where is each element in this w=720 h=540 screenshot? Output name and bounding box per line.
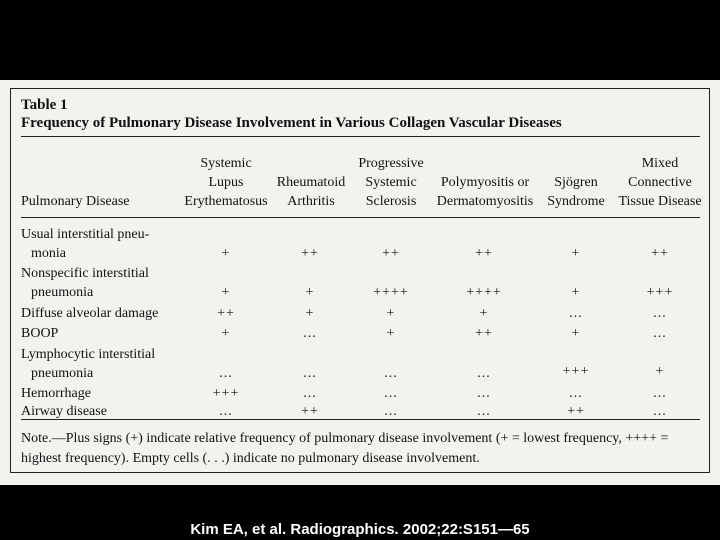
row-label-nsip bbox=[21, 264, 149, 302]
header-pss-line1: Progressive bbox=[358, 156, 424, 171]
top-rule bbox=[21, 136, 700, 137]
header-ss-line2: Syndrome bbox=[547, 194, 605, 209]
header-mctd-line3: Tissue Disease bbox=[618, 194, 702, 209]
table-cell: + bbox=[386, 306, 396, 321]
table-cell: + bbox=[571, 246, 581, 261]
table-cell: + bbox=[655, 364, 665, 379]
table-note: Note.—Plus signs (+) indicate relative frequency of pulmonary disease involvement (+ = lowest frequency, ++++ = highest frequency). Empty cells (. . .) indicate no pulmonary disease involvement. bbox=[21, 431, 669, 466]
table-title: Frequency of Pulmonary Disease Involvement in Various Collagen Vascular Diseases bbox=[21, 115, 562, 131]
table-cell: ... bbox=[219, 366, 233, 381]
table-cell: ++ bbox=[475, 246, 493, 261]
citation: Kim EA, et al. Radiographics. 2002;22:S151—65 bbox=[190, 521, 530, 538]
table-cell: +++ bbox=[562, 364, 590, 379]
header-pulmonary-disease: Pulmonary Disease bbox=[21, 194, 130, 209]
header-sle bbox=[171, 154, 281, 211]
table-cell: ... bbox=[653, 386, 667, 401]
table-cell: +++ bbox=[212, 386, 240, 401]
header-ss-line1: Sjögren bbox=[554, 175, 598, 190]
table-cell: ... bbox=[303, 386, 317, 401]
table-frame bbox=[10, 88, 710, 473]
header-pss-line3: Sclerosis bbox=[365, 194, 417, 209]
table-cell: ++ bbox=[475, 326, 493, 341]
row-label-line: Hemorrhage bbox=[21, 386, 91, 401]
table-cell: ++ bbox=[301, 246, 319, 261]
header-mctd bbox=[611, 154, 709, 211]
row-label-hemorrhage bbox=[21, 384, 91, 403]
table-cell: ... bbox=[653, 306, 667, 321]
table-cell: ... bbox=[384, 386, 398, 401]
header-sle-line1: Systemic bbox=[200, 156, 252, 171]
header-pm-line1: Polymyositis or bbox=[440, 175, 530, 190]
header-mctd-line1: Mixed bbox=[641, 156, 679, 171]
table-cell: ... bbox=[384, 366, 398, 381]
table-cell: + bbox=[305, 306, 315, 321]
header-sle-line3: Erythematosus bbox=[184, 194, 268, 209]
table-cell: +++ bbox=[646, 285, 674, 300]
table-cell: ++ bbox=[382, 246, 400, 261]
header-pm bbox=[429, 173, 541, 211]
row-label-line: pneumonia bbox=[31, 285, 94, 300]
table-cell: + bbox=[479, 306, 489, 321]
row-label-line: Diffuse alveolar damage bbox=[21, 306, 159, 321]
table-cell: ++++ bbox=[373, 285, 409, 300]
table-cell: ... bbox=[303, 366, 317, 381]
row-label-boop bbox=[21, 324, 58, 343]
row-label-lip bbox=[21, 345, 155, 383]
table-number: Table 1 bbox=[21, 97, 68, 113]
header-pm-line2: Dermatomyositis bbox=[436, 194, 534, 209]
row-label-line: pneumonia bbox=[31, 366, 94, 381]
table-cell: ++++ bbox=[466, 285, 502, 300]
header-rule bbox=[21, 217, 700, 218]
header-ra-line1: Rheumatoid bbox=[276, 175, 346, 190]
header-ss bbox=[539, 173, 613, 211]
table-cell: ... bbox=[384, 404, 398, 419]
row-label-line: Nonspecific interstitial bbox=[21, 266, 149, 281]
table-cell: ++ bbox=[217, 306, 235, 321]
table-cell: + bbox=[305, 285, 315, 300]
header-mctd-line2: Connective bbox=[628, 175, 692, 190]
header-pss-line2: Systemic bbox=[365, 175, 417, 190]
table-cell: ++ bbox=[301, 404, 319, 419]
table-cell: ... bbox=[653, 404, 667, 419]
table-cell: ... bbox=[569, 306, 583, 321]
table-cell: + bbox=[571, 326, 581, 341]
table-cell: ... bbox=[569, 386, 583, 401]
scanned-table bbox=[0, 80, 720, 485]
table-cell: + bbox=[221, 285, 231, 300]
table-cell: + bbox=[221, 326, 231, 341]
row-label-line: Lymphocytic interstitial bbox=[21, 347, 156, 362]
table-cell: ... bbox=[303, 326, 317, 341]
row-label-uip bbox=[21, 225, 149, 263]
header-pss bbox=[346, 154, 436, 211]
table-cell: ++ bbox=[567, 404, 585, 419]
table-cell: + bbox=[571, 285, 581, 300]
footer-rule bbox=[21, 419, 700, 420]
table-cell: ... bbox=[477, 404, 491, 419]
row-label-dad bbox=[21, 304, 158, 323]
slide-top-band bbox=[0, 0, 720, 80]
row-label-line: monia bbox=[31, 246, 66, 261]
table-cell: ... bbox=[477, 386, 491, 401]
table-cell: + bbox=[386, 326, 396, 341]
header-ra-line2: Arthritis bbox=[287, 194, 335, 209]
row-label-line: Airway disease bbox=[21, 404, 107, 419]
table-cell: + bbox=[221, 246, 231, 261]
row-label-line: Usual interstitial pneu- bbox=[21, 227, 150, 242]
table-cell: ... bbox=[653, 326, 667, 341]
table-cell: ... bbox=[219, 404, 233, 419]
table-cell: ... bbox=[477, 366, 491, 381]
table-cell: ++ bbox=[651, 246, 669, 261]
header-ra bbox=[266, 173, 356, 211]
header-sle-line2: Lupus bbox=[208, 175, 244, 190]
row-label-line: BOOP bbox=[21, 326, 59, 341]
